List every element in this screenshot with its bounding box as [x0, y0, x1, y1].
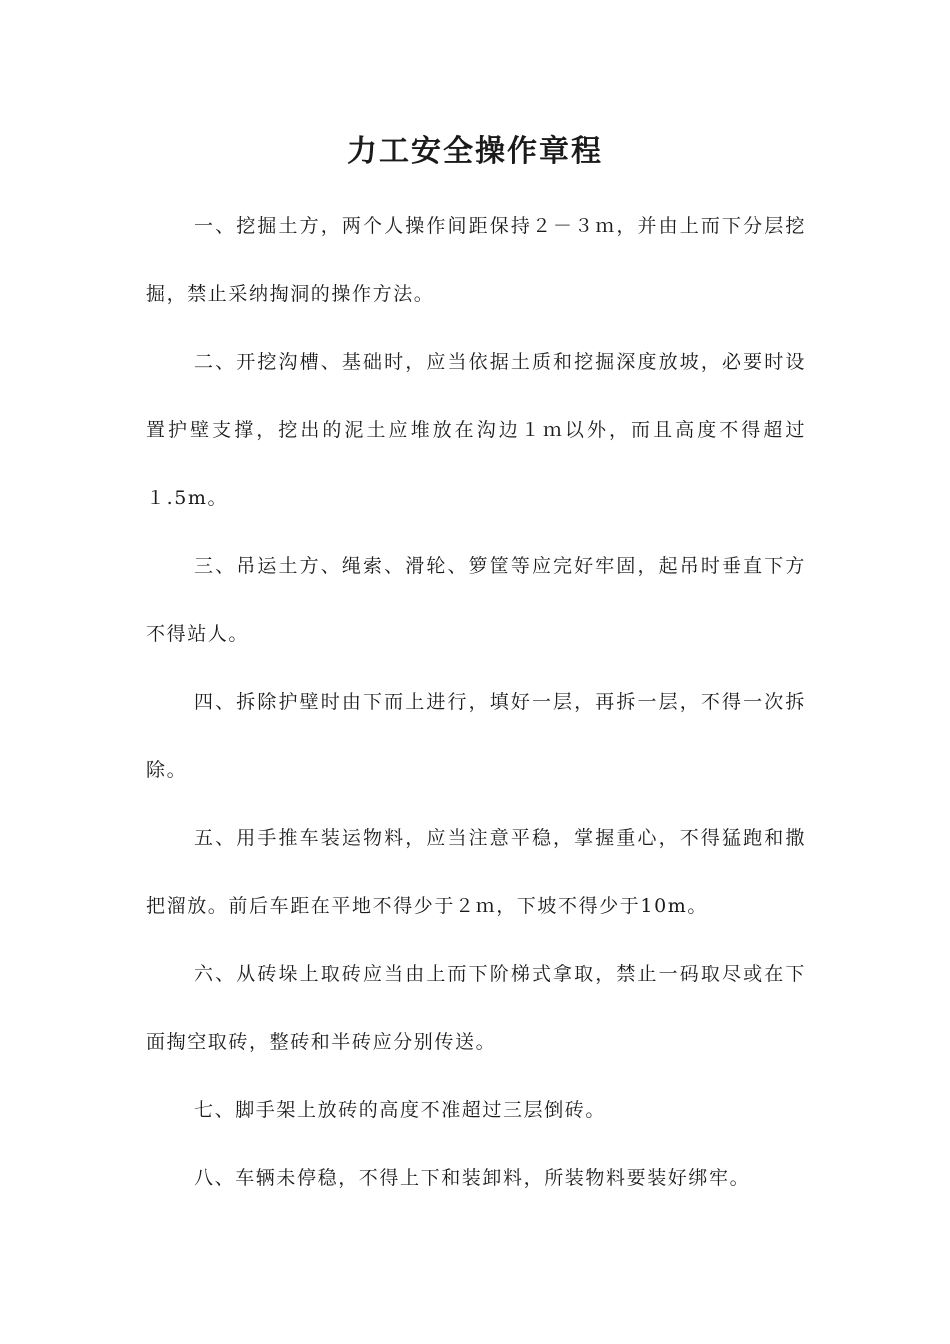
paragraph-3: 三、吊运土方、绳索、滑轮、箩筐等应完好牢固，起吊时垂直下方不得站人。	[146, 555, 806, 645]
paragraph-6: 六、从砖垛上取砖应当由上而下阶梯式拿取，禁止一码取尽或在下面掏空取砖，整砖和半砖应分别传送。	[146, 963, 806, 1053]
document-body	[146, 192, 806, 1212]
paragraph-1: 一、挖掘土方，两个人操作间距保持２－３ｍ，并由上而下分层挖掘，禁止采纳掏洞的操作方法。	[146, 215, 806, 305]
paragraph-2: 二、开挖沟槽、基础时，应当依据土质和挖掘深度放坡，必要时设置护壁支撑，挖出的泥土应堆放在沟边１ｍ以外，而且高度不得超过１.5m。	[146, 351, 806, 509]
paragraph-7: 七、脚手架上放砖的高度不准超过三层倒砖。	[194, 1099, 607, 1121]
paragraph-8: 八、车辆未停稳，不得上下和装卸料，所装物料要装好绑牢。	[194, 1167, 751, 1189]
document-title: 力工安全操作章程	[347, 134, 603, 169]
paragraph-5: 五、用手推车装运物料，应当注意平稳，掌握重心，不得猛跑和撒把溜放。前后车距在平地不得少于２ｍ，下坡不得少于10m。	[146, 827, 806, 917]
paragraph-4: 四、拆除护壁时由下而上进行，填好一层，再拆一层，不得一次拆除。	[146, 691, 806, 781]
